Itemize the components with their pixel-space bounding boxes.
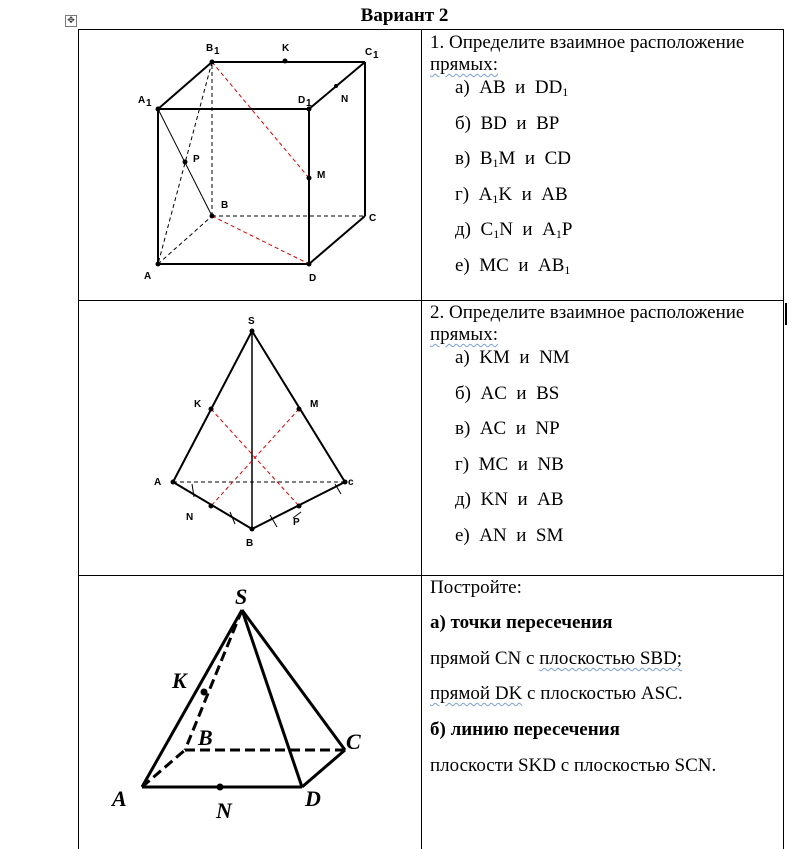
pyr2-edge-sa [142,610,242,787]
q1-tail: прямых: [430,54,498,75]
pyr2-edge-ab [142,750,185,787]
q1-prefix: 1. Определите взаимное расположение [430,32,745,53]
q2-option-5: е) AN и SM [455,525,564,546]
label-D1: D [298,95,306,106]
pyr2-label-B: B [198,725,213,750]
cube-edge-a1b1 [158,62,212,109]
label-C: C [369,213,377,224]
label-D: D [309,273,317,284]
q1-option-3: г) $A_1K$ и AB [455,183,568,206]
label-B: B [221,200,229,211]
pyr2-label-D: D [305,786,321,811]
text-cursor [785,303,787,325]
pyr1-label-S: S [248,316,255,327]
label-B1: B [206,43,214,54]
label-A1: A [138,95,146,106]
pyr2-edge-dc [302,750,345,787]
pyr1-label-B: B [246,538,254,549]
q2-prefix: 2. Определите взаимное расположение [430,302,745,323]
label-P: P [193,154,200,165]
q2-option-4: д) KN и AB [455,489,564,511]
label-A: A [144,271,152,282]
q2-title [430,302,785,346]
label-K: K [282,43,290,54]
q3-heading: Постройте: [430,577,522,598]
pyr1-edge-sa [173,331,252,482]
label-D1-sub: 1 [306,98,312,109]
variant-title: Вариант 2 [360,5,449,26]
pyramid1-figure [173,331,345,529]
q1-title [430,32,785,76]
cube-labels [138,43,379,284]
q1-option-5: е) MC и $AB_1$ [455,255,571,277]
q2-option-1: б) AC и BS [455,382,560,404]
label-A1-sub: 1 [146,98,152,109]
pyr2-label-K: K [172,668,187,693]
q1-option-0: а) AB и $DD_1$ [455,77,569,99]
cube-figure [158,62,365,264]
pyr2-edge-sc [242,610,345,750]
pyr1-edge-sc [252,331,345,482]
pyramid2-figure [142,610,345,787]
label-C1-sub: 1 [373,50,379,61]
label-B1-sub: 1 [214,46,220,57]
q1-option-2: в) $B_1M$ и CD [455,148,571,171]
cube-line-bd [212,216,309,264]
cube-edge-dc [309,216,365,264]
q3-part-b-label: б) линию пересечения [430,719,620,740]
q1-option-4: д) $C_1N$ и $A_1P$ [455,219,573,242]
q3-line3: плоскости SKD с плоскостью SCN. [430,755,717,776]
q2-tail: прямых: [430,324,498,345]
pyr1-label-K: K [194,399,202,410]
pyramid1-points [171,329,348,532]
q3-part-a-label: а) точки пересечения [430,612,613,633]
pyr2-edge-sd [242,610,302,787]
label-M: M [317,170,326,181]
pyr1-label-P: P [293,517,300,528]
q3-line1: прямой CN с плоскостью SBD; [430,648,683,669]
pyr2-label-C: C [346,729,361,754]
cube-edge-ab [158,216,212,264]
pyr1-label-A: A [154,477,162,488]
pyr2-label-A: A [112,786,127,811]
label-N: N [341,94,349,105]
pyramid1-labels [154,316,354,549]
cube-points [156,59,339,267]
pyr1-label-C: c [348,477,354,488]
q3-line2: прямой DK с плоскостью ASC. [430,683,683,704]
cube-line-b1m [212,62,309,178]
table-move-handle-icon[interactable]: ✥ [65,15,77,27]
pyr2-edge-sb [185,610,242,750]
pyr1-label-M: M [310,399,319,410]
pyr2-label-S: S [235,584,248,609]
q2-option-2: в) AC и NP [455,418,560,440]
q2-option-0: а) KM и NM [455,347,570,368]
q1-option-1: б) BD и BP [455,112,560,134]
pyr1-label-N: N [186,512,194,523]
q2-option-3: г) MC и NB [455,453,564,475]
label-C1: C [365,47,373,58]
pyr1-line-mn [211,409,299,506]
pyr2-label-N: N [216,798,232,823]
